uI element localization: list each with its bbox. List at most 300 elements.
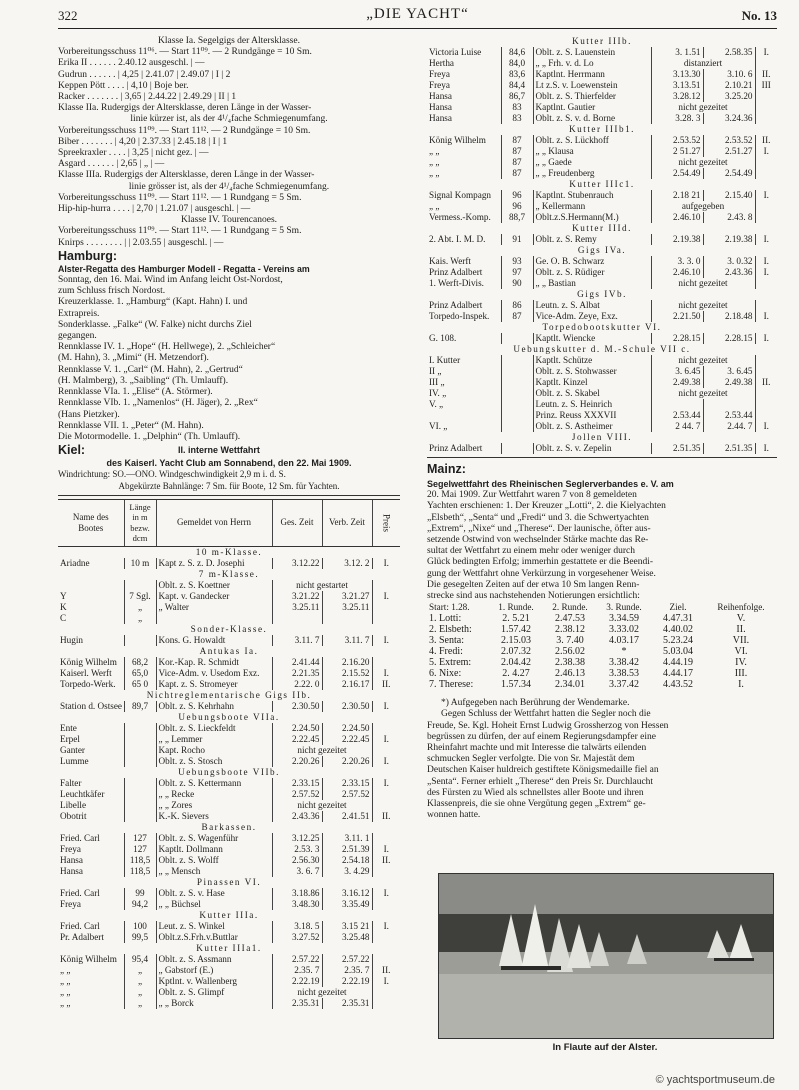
prize: II. (372, 965, 400, 976)
col-header-owner: Gemeldet von Herrn (156, 499, 272, 546)
prize: I. (372, 668, 400, 679)
total-time: 3.12.25 (272, 833, 322, 844)
prize (372, 657, 400, 668)
table-row (427, 69, 777, 80)
mainz-col-header: 1. Runde. (498, 602, 534, 613)
boat-length (501, 388, 533, 399)
boat-name: „ „ (60, 997, 71, 1008)
total-time: 2.28.15 (651, 333, 703, 344)
boat-length: 83,6 (501, 69, 533, 80)
prize: I. (372, 558, 400, 569)
entered-by: „ „ Frh. v. d. Lo (533, 58, 651, 69)
class-section-row (58, 569, 400, 580)
boat-name: Station d. Ostsee (60, 700, 123, 711)
table-row (427, 267, 777, 278)
col-header-verb-zeit: Verb. Zeit (322, 499, 372, 546)
lap-time: 3.38.53 (609, 668, 639, 680)
race-status: nicht gezeitet (651, 355, 755, 366)
prize (755, 278, 777, 289)
class-section-label: Kutter IIIb. (572, 36, 632, 46)
lap-time: IV. (735, 657, 747, 669)
boat-length (124, 723, 156, 734)
hamburg-line: Rennklasse VIb. 1. „Namenlos“ (H. Jäger), 2. „Rex“ (58, 398, 258, 409)
mainz-row (427, 646, 777, 657)
closing-line: „Senta“. Ferner erhielt „Therese“ den Preis Sr. Durchlaucht (427, 776, 654, 787)
boat-length (501, 421, 533, 432)
class-section-row (58, 877, 400, 888)
boat-length: 127 (124, 833, 156, 844)
total-time: 2 51.27 (651, 146, 703, 157)
table-row (58, 668, 400, 679)
boat-length (124, 734, 156, 745)
table-row (58, 855, 400, 866)
prize: I. (755, 256, 777, 267)
prize: I. (372, 635, 400, 646)
lap-time: VI. (734, 646, 748, 658)
total-time: 3.28. 3 (651, 113, 703, 124)
corrected-time (703, 399, 755, 410)
mainz-col-header: Start: 1.28. (429, 602, 470, 613)
total-time: 2.20.26 (272, 756, 322, 767)
entered-by: „ Walter (156, 602, 272, 613)
corrected-time: 2.35. 7 (322, 965, 372, 976)
boat-length: 87 (501, 168, 533, 179)
divider (58, 495, 400, 496)
prize (755, 58, 777, 69)
corrected-time: 3.11. 1 (322, 833, 372, 844)
boat-length: 100 (124, 921, 156, 932)
prize (755, 91, 777, 102)
hamburg-line: Sonntag, den 16. Mai. Wind im Anfang leicht Ost-Nordost, (58, 275, 283, 286)
hamburg-line: Kreuzerklasse. 1. „Hamburg“ (Kapt. Hahn) I. und (58, 297, 248, 308)
entered-by: Oblt.z.S.Frh.v.Buttlar (156, 932, 272, 943)
corrected-time: 2.20.26 (322, 756, 372, 767)
class-section-row (427, 432, 777, 443)
boat-name: „ „ (60, 975, 71, 986)
prize: I. (372, 778, 400, 789)
closing-paragraph (427, 709, 777, 821)
entered-by: „ „ Büchsel (156, 899, 272, 910)
total-time: 2.51.35 (651, 443, 703, 454)
hamburg-line: zum Schluss frisch Nordost. (58, 286, 166, 297)
table-row (58, 833, 400, 844)
table-row (58, 789, 400, 800)
alster-line: Biber . . . . . . . | 4,20 | 2.37.33 | 2.45.18 | I | 1 (58, 136, 228, 147)
lap-time: 3.37.42 (609, 679, 639, 691)
entered-by: Kapt. v. Gandecker (156, 591, 272, 602)
prize: I. (755, 146, 777, 157)
total-time: 3.28.12 (651, 91, 703, 102)
table-row (427, 135, 777, 146)
table-row (427, 113, 777, 124)
corrected-time: 2.43.36 (703, 267, 755, 278)
boat-length (124, 789, 156, 800)
class-section-label: Uebungskutter d. M.-Schule VII c. (513, 344, 691, 354)
hamburg-line: (Hans Pietzker). (58, 409, 120, 420)
table-row (58, 580, 400, 591)
table-row (427, 355, 777, 366)
hamburg-heading: Hamburg: (58, 248, 118, 263)
total-time: 3.11. 7 (272, 635, 322, 646)
lap-time: 4.03.17 (609, 635, 639, 647)
alster-line: Vorbereitungsschuss 11⁰⁹. — Start 11¹². — 1 Rundgang = 5 Sm. (58, 226, 302, 237)
entered-by: Kaptlt. Dollmann (156, 844, 272, 855)
total-time: 2.53.44 (651, 410, 703, 421)
table-row (58, 701, 400, 712)
lap-time: 2.34.01 (555, 679, 585, 691)
hamburg-line: gegangen. (58, 331, 97, 342)
boat-length: 7 Sgl. (124, 591, 156, 602)
mainz-paragraph-line: setzende Ostwind von wechselnder Stärke machte das Re- (427, 535, 649, 546)
entered-by: Oblt.z.S.Hermann(M.) (533, 212, 651, 223)
entered-by: Ge. O. B. Schwarz (533, 256, 651, 267)
boat-name: Vermess.-Komp. (429, 212, 491, 222)
alster-line: Klasse Ia. Segelgigs der Altersklasse. (158, 36, 300, 46)
corrected-time: 3. 6.45 (703, 366, 755, 377)
corrected-time: 2.22.19 (322, 976, 372, 987)
boat-length (501, 443, 533, 454)
entered-by: Oblt. z. S. Stosch (156, 756, 272, 767)
prize: I. (372, 976, 400, 987)
yacht-name: 2. Elsbeth: (429, 624, 472, 636)
mainz-paragraph-line: gung der Wettfahrt ohne Verkürzung in vorgesehener Weise. (427, 568, 656, 579)
prize (755, 300, 777, 311)
entered-by: Oblt. z. S. Assmann (156, 954, 272, 965)
corrected-time: 3. 0.32 (703, 256, 755, 267)
corrected-time: 2.54.49 (703, 168, 755, 179)
mainz-col-header: 3. Runde. (606, 602, 642, 613)
prize (755, 168, 777, 179)
boat-length: 99 (124, 888, 156, 899)
table-row (58, 778, 400, 789)
col-header-preis: Preis (372, 499, 400, 546)
corrected-time (322, 613, 372, 624)
entered-by: Oblt. z. S. v. d. Borne (533, 113, 651, 124)
col-header-name: Name des Bootes (58, 499, 124, 546)
table-row (427, 300, 777, 311)
total-time: 2.19.38 (651, 234, 703, 245)
boat-length: 90 (501, 278, 533, 289)
corrected-time: 2.51.39 (322, 844, 372, 855)
prize: I. (372, 734, 400, 745)
watermark: © yachtsportmuseum.de (655, 1073, 775, 1086)
table-row (427, 58, 777, 69)
class-section-label: Uebungsboote VIIa. (178, 711, 280, 722)
issue-number: No. 13 (741, 8, 777, 23)
table-row (58, 657, 400, 668)
prize (372, 866, 400, 877)
prize: II. (755, 377, 777, 388)
total-time: 3.25.11 (272, 602, 322, 613)
corrected-time: 3.25.11 (322, 602, 372, 613)
boat-length: 88,7 (501, 212, 533, 223)
boat-length: 94,2 (124, 899, 156, 910)
mainz-title: Segelwettfahrt des Rheinischen Seglerverbandes e. V. am (427, 479, 674, 489)
closing-line: Gegen Schluss der Wettfahrt hatten die Segler noch die (441, 709, 651, 720)
prize (755, 399, 777, 410)
lap-time: 2.38.12 (555, 624, 585, 636)
class-section-row (427, 36, 777, 47)
corrected-time: 2.44. 7 (703, 421, 755, 432)
table-row (427, 190, 777, 201)
entered-by: Kons. G. Howaldt (156, 635, 272, 646)
boat-length (501, 355, 533, 366)
boat-name: Hansa (60, 854, 83, 865)
alster-line: Klasse IIIa. Rudergigs der Altersklasse, deren Länge in der Wasser- (58, 170, 315, 181)
boat-name: Lumme (60, 755, 89, 766)
table-row (58, 866, 400, 877)
boat-length: 87 (501, 311, 533, 322)
boat-name: Prinz Adalbert (429, 443, 483, 453)
boat-length (124, 745, 156, 756)
prize (372, 602, 400, 613)
mainz-row (427, 657, 777, 668)
alster-results-block (58, 36, 400, 249)
entered-by: „ „ Zores (156, 800, 272, 811)
kiel-heading-row (58, 443, 400, 458)
class-section-label: Pinassen VI. (196, 876, 262, 887)
total-time (651, 399, 703, 410)
table-row (427, 333, 777, 344)
table-row (58, 998, 400, 1009)
total-time: 2.18 21 (651, 190, 703, 201)
table-row (58, 976, 400, 987)
entered-by: Kapt. z. S. Stromeyer (156, 679, 272, 690)
total-time: 2.46.10 (651, 267, 703, 278)
mainz-paragraph (427, 490, 777, 602)
prize (372, 998, 400, 1009)
class-section-label: Barkassen. (201, 821, 257, 832)
boat-length: 118,5 (124, 866, 156, 877)
kiel-course: Abgekürzte Bahnlänge: 7 Sm. für Boote, 12 Sm. für Yachten. (118, 480, 340, 491)
alster-line: linie grösser ist, als der 4¹/₄fache Schmiegenumfang. (128, 181, 330, 192)
corrected-time: 3.25.48 (322, 932, 372, 943)
closing-line: Freude, Se. Kgl. Hoheit Ernst Ludwig Grossherzog von Hessen (427, 720, 669, 731)
hamburg-line: Sonderklasse. „Falke“ (W. Falke) nicht durchs Ziel (58, 319, 252, 330)
boat-name: IV. „ (429, 388, 447, 398)
lap-time: III. (734, 668, 748, 680)
boat-name: Fried. Carl (60, 887, 100, 898)
table-row (58, 811, 400, 822)
prize: I. (755, 190, 777, 201)
class-section-row (427, 322, 777, 333)
table-row (58, 602, 400, 613)
boat-name: Hansa (429, 113, 452, 123)
table-row (58, 679, 400, 690)
boat-length: 87 (501, 157, 533, 168)
boat-length: 89,7 (124, 701, 156, 712)
class-section-label: Sonder-Klasse. (190, 623, 268, 634)
total-time: 2.41.44 (272, 657, 322, 668)
boat-length: 84,4 (501, 80, 533, 91)
boat-length: 86 (501, 300, 533, 311)
boat-length: 10 m (124, 558, 156, 569)
lap-time: V. (736, 613, 746, 625)
entered-by: „ „ Recke (156, 789, 272, 800)
race-status: nicht gezeitet (651, 300, 755, 311)
entered-by: Oblt. z. S. Lückhoff (533, 135, 651, 146)
boat-name: G. 108. (429, 333, 457, 343)
corrected-time: 2.30.50 (322, 701, 372, 712)
corrected-time: 3.10. 6 (703, 69, 755, 80)
entered-by: Leutn. z. S. Heinrich (533, 399, 651, 410)
total-time: 2.22.45 (272, 734, 322, 745)
boat-name: Freya (60, 898, 81, 909)
boat-name: C (60, 612, 67, 623)
entered-by: Kaptlnt. Stubenrauch (533, 190, 651, 201)
boat-name: „ „ (429, 168, 440, 178)
boat-name: Hugin (60, 634, 83, 645)
corrected-time: 2.54.18 (322, 855, 372, 866)
closing-line: Deutschen Kaiser huldreich gestiftete Königsmedaille fiel an (427, 765, 659, 776)
alster-line: Vorbereitungsschuss 11⁰⁹. — Start 11¹². — 1 Rundgang = 5 Sm. (58, 192, 302, 203)
table-row (58, 613, 400, 624)
boat-length: 96 (501, 190, 533, 201)
boat-name: Ente (60, 722, 77, 733)
kiel-title-2: des Kaiserl. Yacht Club am Sonnabend, den 22. Mai 1909. (106, 458, 352, 469)
boat-name: I. Kutter (429, 355, 461, 365)
table-row (427, 256, 777, 267)
alster-line: Asgard . . . . . . | 2,65 | „ | — (58, 159, 165, 170)
prize: I. (755, 234, 777, 245)
race-status: nicht gezeitet (651, 278, 755, 289)
alster-line: Knirps . . . . . . . . | | 2.03.55 | ausgeschl. | — (58, 237, 224, 248)
total-time (272, 613, 322, 624)
prize (755, 410, 777, 421)
corrected-time: 2.35.31 (322, 998, 372, 1009)
lap-time: 2.15.03 (501, 635, 531, 647)
entered-by: „ „ Gaede (533, 157, 651, 168)
entered-by: Oblt. z. S. Wolff (156, 855, 272, 866)
table-row (58, 888, 400, 899)
prize (372, 932, 400, 943)
class-section-row (427, 223, 777, 234)
boat-length (124, 580, 156, 591)
lap-time: 1.57.42 (501, 624, 531, 636)
boat-name (58, 580, 124, 591)
prize (755, 366, 777, 377)
total-time: 2.33.15 (272, 778, 322, 789)
entered-by: Oblt. z. S. Wagenführ (156, 833, 272, 844)
mainz-col-header: Ziel. (669, 602, 687, 613)
boat-length (124, 811, 156, 822)
kiel-results-table-left (58, 499, 400, 1009)
alster-line: Klasse IIa. Rudergigs der Altersklasse, deren Länge in der Wasser- (58, 103, 312, 114)
lap-time: 4.44.17 (663, 668, 693, 680)
entered-by: Oblt. z. S. Lauenstein (533, 47, 651, 58)
table-row (58, 987, 400, 998)
prize: III (755, 80, 777, 91)
hamburg-regatta-title: Alster-Regatta des Hamburger Modell - Regatta - Vereins am (58, 263, 310, 274)
boat-name: Libelle (60, 799, 87, 810)
boat-name: Victoria Luise (429, 47, 482, 57)
prize (372, 833, 400, 844)
entered-by: Leutn. z. S. Albat (533, 300, 651, 311)
corrected-time: 2.10.21 (703, 80, 755, 91)
class-section-label: Kutter IIIa. (199, 909, 259, 920)
boat-length: 87 (501, 135, 533, 146)
boat-length: 99,5 (124, 932, 156, 943)
lap-time: 2.38.38 (555, 657, 585, 669)
mainz-paragraph-line: „Extrem“, „Nixe“ und „Therese“. Der launische, öfter aus- (427, 523, 651, 534)
boat-name: Erpel (60, 733, 80, 744)
entered-by: „ Kellermann (533, 201, 651, 212)
hamburg-line: Rennklasse VII. 1. „Peter“ (M. Hahn). (58, 420, 204, 431)
total-time: 2.56.30 (272, 855, 322, 866)
boat-length: 87 (501, 146, 533, 157)
class-section-row (427, 179, 777, 190)
entered-by: Kapt. Rocho (156, 745, 272, 756)
table-row (427, 366, 777, 377)
alster-line: Erika II . . . . . . 2.40.12 ausgeschl. | — (58, 58, 205, 69)
entered-by: Kapt z. S. z. D. Josephi (156, 558, 272, 569)
entered-by: Kaptlt. Wiencke (533, 333, 651, 344)
boat-length: 84,6 (501, 47, 533, 58)
boat-name: Hansa (429, 91, 452, 101)
boat-name: VI. „ (429, 421, 448, 431)
total-time: 2.54.49 (651, 168, 703, 179)
corrected-time: 3.16.12 (322, 888, 372, 899)
total-time: 2.24.50 (272, 723, 322, 734)
lap-time: 2. 5.21 (502, 613, 530, 625)
prize (372, 723, 400, 734)
kiel-title-1: II. interne Wettfahrt (178, 445, 260, 456)
table-row (58, 954, 400, 965)
lap-time: 3.38.42 (609, 657, 639, 669)
total-time: 3.13.30 (651, 69, 703, 80)
hamburg-line: (H. Malmberg), 3. „Saibling“ (Th. Umlauff). (58, 375, 229, 386)
mainz-row (427, 679, 777, 690)
corrected-time: 2.53.44 (703, 410, 755, 421)
boat-length: 65,0 (124, 668, 156, 679)
boat-name: II „ (429, 366, 442, 376)
divider (427, 457, 777, 458)
prize: I. (372, 756, 400, 767)
boat-length (124, 635, 156, 646)
entered-by: Oblt. z. S. v. Zepelin (533, 443, 651, 454)
table-row (427, 91, 777, 102)
prize (372, 789, 400, 800)
prize (755, 212, 777, 223)
prize (372, 580, 400, 591)
race-status: nicht gezeitet (272, 987, 372, 998)
boat-length (501, 366, 533, 377)
corrected-time: 2.18.48 (703, 311, 755, 322)
race-status: nicht gezeitet (651, 388, 755, 399)
boat-name: „ „ (429, 157, 440, 167)
corrected-time: 2.33.15 (322, 778, 372, 789)
table-row (427, 157, 777, 168)
table-row (58, 899, 400, 910)
mainz-paragraph-line: sultat der Wettfahrt zu einem mehr oder weniger durch (427, 546, 635, 557)
class-section-label: Kutter IIIb1. (569, 124, 635, 134)
class-section-label: Kutter IIIc1. (569, 179, 635, 189)
boat-length: „ (124, 998, 156, 1009)
table-row (58, 844, 400, 855)
race-status: distanziert (651, 58, 755, 69)
corrected-time: 2.19.38 (703, 234, 755, 245)
lap-time: I. (738, 679, 744, 691)
lap-time: VII. (732, 635, 750, 647)
total-time: 2.57.22 (272, 954, 322, 965)
prize: I. (755, 267, 777, 278)
boat-length: 86,7 (501, 91, 533, 102)
table-row (58, 756, 400, 767)
table-row (427, 399, 777, 410)
class-section-label: 10 m-Klasse. (195, 546, 263, 557)
table-row (58, 635, 400, 646)
table-row (58, 558, 400, 569)
